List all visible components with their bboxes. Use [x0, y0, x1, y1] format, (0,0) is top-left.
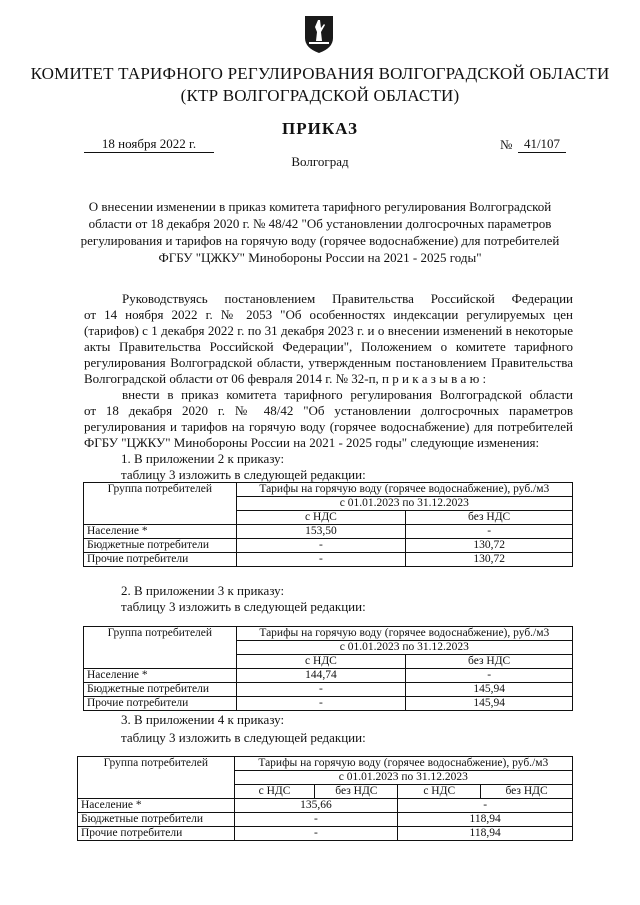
table-row: [78, 827, 573, 841]
tariff-table-2: [83, 626, 573, 711]
tariff-header: Тарифы на горячую воду (горячее водоснабжение), руб./м3: [234, 757, 572, 771]
order-line: от 18 декабря 2020 г. № 48/42 "Об установлении долгосрочных параметров: [84, 403, 573, 418]
document-subject: [80, 198, 560, 266]
subject-line: О внесении изменении в приказ комитета тарифного регулирования Волгоградской: [88, 199, 552, 214]
period-header: с 01.01.2023 по 31.12.2023: [236, 641, 572, 655]
document-date: 18 ноября 2022 г.: [84, 136, 214, 153]
preamble-line: акты Правительства Российской Федерации", Положением о комитете тарифного: [84, 339, 573, 354]
period-header: с 01.01.2023 по 31.12.2023: [236, 497, 572, 511]
vat-column-header: с НДС: [236, 511, 406, 525]
table-row: [84, 669, 573, 683]
vat-column-header: с НДС: [236, 655, 406, 669]
value-cell: -: [406, 669, 573, 683]
preamble-line: от 14 ноября 2022 г. № 2053 "Об особенностях индексации регулируемых цен: [84, 307, 573, 322]
value-cell: -: [398, 799, 573, 813]
tariff-table-3: [77, 756, 573, 841]
value-cell: 118,94: [398, 813, 573, 827]
subject-line: регулирования и тарифов на горячую воду (горячее водоснабжение) для потребителей: [80, 233, 560, 248]
item-2-heading: 2. В приложении 3 к приказу:: [121, 583, 285, 598]
volgograd-emblem-icon: [303, 14, 335, 54]
value-cell: 145,94: [406, 683, 573, 697]
order-line: ФГБУ "ЦЖКУ" Минобороны России на 2021 - 2025 годы" следующие изменения:: [84, 435, 540, 450]
document-type: ПРИКАЗ: [282, 119, 358, 138]
value-cell: 130,72: [406, 539, 573, 553]
preamble-line: Волгоградской области от 06 февраля 2014 г. № 32-п, п р и к а з ы в а ю :: [84, 371, 487, 386]
group-cell: Бюджетные потребители: [84, 539, 237, 553]
table-row: [84, 553, 573, 567]
table-row: [84, 525, 573, 539]
preamble-line: (тарифов) с 1 декабря 2022 г. по 31 декабря 2023 г. и о внесении изменений в некоторые: [84, 323, 573, 338]
table-row: [78, 813, 573, 827]
value-cell: -: [236, 697, 406, 711]
item-1-heading: 1. В приложении 2 к приказу:: [121, 451, 285, 466]
group-header: Группа потребителей: [84, 483, 237, 525]
novat-column-header: без НДС: [315, 785, 398, 799]
group-cell: Бюджетные потребители: [78, 813, 235, 827]
vat-column-header: с НДС: [234, 785, 315, 799]
value-cell: 144,74: [236, 669, 406, 683]
group-cell: Население *: [84, 525, 237, 539]
value-cell: 153,50: [236, 525, 406, 539]
preamble-paragraph: [84, 291, 573, 387]
item-2-instruction: таблицу 3 изложить в следующей редакции:: [121, 599, 366, 614]
group-cell: Население *: [78, 799, 235, 813]
value-cell: -: [236, 683, 406, 697]
group-cell: Бюджетные потребители: [84, 683, 237, 697]
value-cell: 118,94: [398, 827, 573, 841]
value-cell: -: [234, 813, 398, 827]
value-cell: 135,66: [234, 799, 398, 813]
group-cell: Прочие потребители: [84, 553, 237, 567]
item-1-instruction: таблицу 3 изложить в следующей редакции:: [121, 467, 366, 482]
period-header: с 01.01.2023 по 31.12.2023: [234, 771, 572, 785]
preamble-line: Руководствуясь постановлением Правительства Российской Федерации: [122, 291, 573, 306]
item-3-instruction: таблицу 3 изложить в следующей редакции:: [121, 730, 366, 745]
organization-name: КОМИТЕТ ТАРИФНОГО РЕГУЛИРОВАНИЯ ВОЛГОГРАДСКОЙ ОБЛАСТИ: [30, 64, 610, 83]
novat-column-header: без НДС: [406, 511, 573, 525]
value-cell: -: [236, 553, 406, 567]
group-header: Группа потребителей: [84, 627, 237, 669]
tariff-header: Тарифы на горячую воду (горячее водоснабжение), руб./м3: [236, 483, 572, 497]
number-label: №: [500, 137, 513, 152]
order-line: внести в приказ комитета тарифного регулирования Волгоградской области: [122, 387, 573, 402]
value-cell: -: [234, 827, 398, 841]
table-row: [84, 697, 573, 711]
group-cell: Прочие потребители: [84, 697, 237, 711]
item-3-heading: 3. В приложении 4 к приказу:: [121, 712, 285, 727]
group-cell: Население *: [84, 669, 237, 683]
value-cell: 145,94: [406, 697, 573, 711]
order-paragraph: [84, 387, 573, 451]
document-number: 41/107: [518, 136, 566, 153]
tariff-header: Тарифы на горячую воду (горячее водоснабжение), руб./м3: [236, 627, 572, 641]
table-row: [84, 683, 573, 697]
table-row: [78, 799, 573, 813]
subject-line: ФГБУ "ЦЖКУ" Минобороны России на 2021 - 2025 годы": [158, 250, 482, 265]
group-cell: Прочие потребители: [78, 827, 235, 841]
tariff-table-1: [83, 482, 573, 567]
value-cell: 130,72: [406, 553, 573, 567]
preamble-line: регулирования Волгоградской области, утвержденным постановлением Правительства: [84, 355, 573, 370]
value-cell: -: [406, 525, 573, 539]
organization-short-name: (КТР ВОЛГОГРАДСКОЙ ОБЛАСТИ): [180, 86, 460, 105]
subject-line: области от 18 декабря 2020 г. № 48/42 "Об установлении долгосрочных параметров: [88, 216, 552, 231]
order-line: регулирования и тарифов на горячую воду (горячее водоснабжение) для потребителей: [84, 419, 573, 434]
vat-column-header: с НДС: [398, 785, 481, 799]
group-header: Группа потребителей: [78, 757, 235, 799]
novat-column-header: без НДС: [406, 655, 573, 669]
novat-column-header: без НДС: [481, 785, 573, 799]
document-city: Волгоград: [291, 154, 349, 169]
value-cell: -: [236, 539, 406, 553]
table-row: [84, 539, 573, 553]
